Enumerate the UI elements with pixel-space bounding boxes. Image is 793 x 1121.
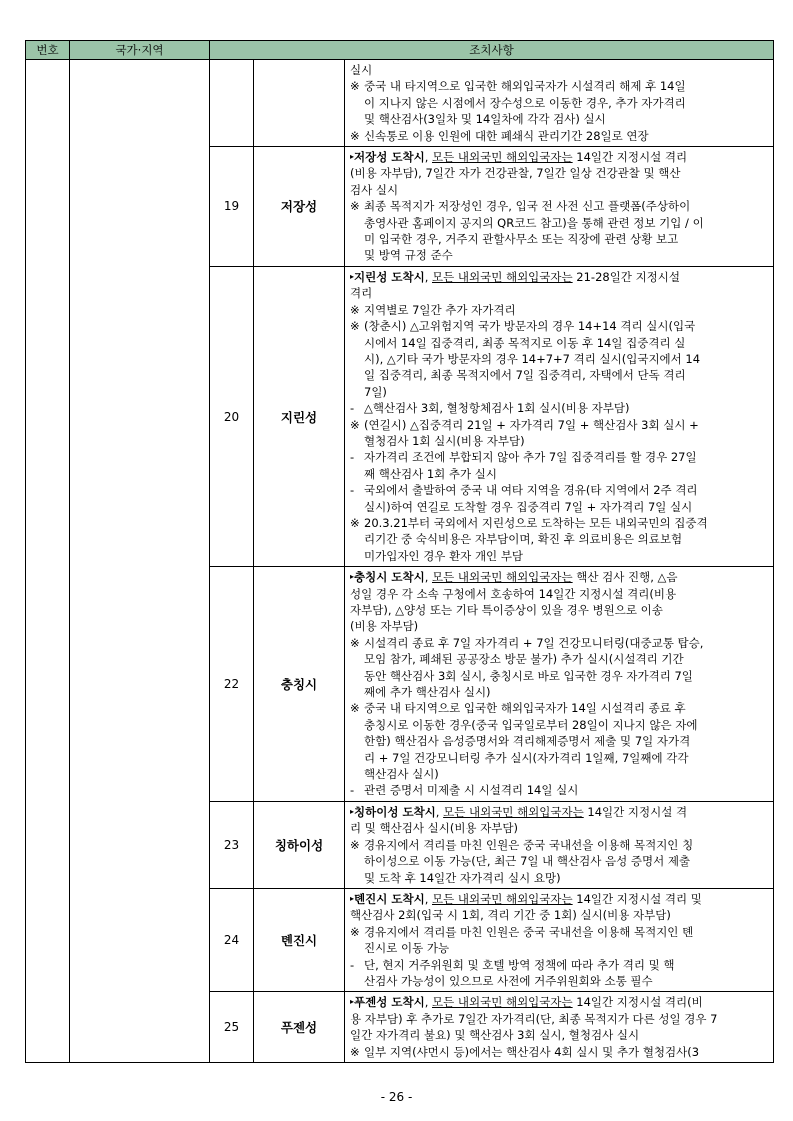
text-line (350, 302, 767, 318)
region-name: 톈진시 (254, 888, 345, 991)
lead-underlined: 모든 내외국민 해외입국자는 (432, 150, 573, 165)
note-marker-icon: ※ (350, 924, 360, 939)
note-marker-icon: ※ (350, 635, 360, 650)
text-line: 산검사 가능성이 있으므로 사전에 거주위원회와 소통 필수 (364, 973, 653, 988)
triangle-bullet-icon: ▸ (350, 997, 355, 1007)
region-name: 충칭시 (254, 567, 345, 802)
line-text: 시설격리 종료 후 7일 자가격리 + 7일 건강모니터링(대중교통 탑승, (364, 635, 704, 650)
text-line: 총영사관 홈페이지 공지의 QR코드 참고)을 통해 관련 정보 기입 / 이 (364, 215, 704, 230)
text-line: 및 도착 후 14일간 자가격리 실시 요망) (364, 870, 561, 885)
outer-num-cell (26, 60, 70, 1063)
lead-underlined: 모든 내외국민 해외입국자는 (432, 891, 573, 906)
line-text: 국외에서 출발하여 중국 내 여타 지역을 경유(타 지역에서 2주 격리 (364, 483, 698, 498)
lead-line (350, 804, 767, 820)
line-text: 일부 지역(샤먼시 등)에서는 핵산검사 4회 실시 및 추가 혈청검사(3 (364, 1044, 700, 1059)
text-line: 검사 실시 (350, 182, 399, 197)
note-marker-icon: ※ (350, 128, 360, 143)
line-text: 지역별로 7일간 추가 자가격리 (364, 302, 516, 317)
lead-bold: 충칭시 도착시 (354, 570, 425, 585)
dash-marker: - (350, 483, 355, 498)
measures-table (25, 40, 774, 1063)
region-name: 푸젠성 (254, 992, 345, 1063)
text-line (350, 1044, 767, 1060)
triangle-bullet-icon: ▸ (350, 806, 355, 816)
text-line: 이 지나지 않은 시점에서 장수성으로 이동한 경우, 추가 자가격리 (364, 95, 686, 110)
text-line (350, 449, 767, 465)
text-line (350, 318, 767, 334)
lead-line (350, 149, 767, 165)
lead-bold: 지린성 도착시 (354, 269, 425, 284)
measure-content (345, 888, 774, 991)
region-name: 지린성 (254, 266, 345, 566)
text-line (350, 635, 767, 651)
note-marker-icon: ※ (350, 302, 360, 317)
row-number: 24 (210, 888, 254, 991)
header-region: 국가·지역 (70, 41, 210, 60)
text-line: 하이성으로 이동 가능(단, 최근 7일 내 핵산검사 음성 증명서 제출 (364, 854, 691, 869)
text-line (350, 198, 767, 214)
lead-bold: 칭하이성 도착시 (354, 804, 436, 819)
note-marker-icon: ※ (350, 515, 360, 530)
lead-line (350, 891, 767, 907)
lead-separator: , (424, 150, 432, 165)
line-text: 경유지에서 격리를 마친 인원은 중국 국내선을 이용해 목적지인 칭 (364, 837, 694, 852)
text-line (350, 782, 767, 798)
line-text: 자가격리 조건에 부합되지 않아 추가 7일 집중격리를 할 경우 27일 (364, 450, 697, 465)
row-number: 25 (210, 992, 254, 1063)
triangle-bullet-icon: ▸ (350, 572, 355, 582)
text-line (350, 837, 767, 853)
measure-content (345, 567, 774, 802)
line-text: 중국 내 타지역으로 입국한 해외입국자가 시설격리 해제 후 14일 (364, 79, 686, 94)
lead-bold: 톈진시 도착시 (354, 891, 425, 906)
dash-marker: - (350, 783, 355, 798)
text-line: 및 방역 규정 준수 (364, 248, 453, 263)
text-line: 실시 (350, 63, 373, 77)
row-number: 23 (210, 801, 254, 888)
outer-region-cell (70, 60, 210, 1063)
cont-content-cell (345, 60, 774, 147)
lead-separator: , (424, 570, 432, 585)
text-line: 째에 추가 핵산검사 실시) (364, 685, 491, 700)
line-text: (창춘시) △고위험지역 국가 방문자의 경우 14+14 격리 실시(입국 (364, 319, 696, 334)
text-line: (비용 자부담), 7일간 자가 건강관찰, 7일간 일상 건강관찰 및 핵산 (350, 166, 681, 181)
lead-underlined: 모든 내외국민 해외입국자는 (443, 804, 584, 819)
text-line: 핵산검사 실시) (364, 767, 439, 782)
measures-table-page (25, 40, 773, 1063)
cont-num-cell (210, 60, 254, 147)
dash-marker: - (350, 450, 355, 465)
row-number: 20 (210, 266, 254, 566)
text-line (350, 400, 767, 416)
note-marker-icon: ※ (350, 1044, 360, 1059)
text-line: 일간 자가격리 불요) 및 핵산검사 3회 실시, 혈청검사 실시 (350, 1028, 640, 1043)
text-line: 용 자부담) 후 추가로 7일간 자가격리(단, 최종 목적지가 다른 성일 경우 7 (350, 1011, 718, 1026)
text-line: 한함) 핵산검사 음성증명서와 격리해제증명서 제출 및 7일 자가격 (364, 734, 691, 749)
text-line: 성일 경우 각 소속 구청에서 호송하여 14일간 지정시설 격리(비용 (350, 586, 677, 601)
text-line: 미 입국한 경우, 거주지 관할사무소 또는 직장에 관련 상황 보고 (364, 232, 679, 247)
text-line: 동안 핵산검사 3회 실시, 충칭시로 바로 입국한 경우 자가격리 7일 (364, 668, 693, 683)
text-line (350, 700, 767, 716)
lead-separator: , (424, 269, 432, 284)
line-text: 신속통로 이용 인원에 대한 폐쇄식 관리기간 28일로 연장 (364, 128, 649, 143)
measure-content (345, 147, 774, 267)
lead-rest: 21-28일간 지정시설 (572, 269, 681, 284)
text-line (350, 78, 767, 94)
measure-content (345, 992, 774, 1063)
lead-separator: , (424, 891, 432, 906)
triangle-bullet-icon: ▸ (350, 152, 355, 162)
line-text: 관련 증명서 미제출 시 시설격리 14일 실시 (364, 783, 579, 798)
text-line: 7일) (364, 384, 387, 399)
lead-rest: 14일간 지정시설 격리(비 (572, 995, 703, 1010)
triangle-bullet-icon: ▸ (350, 893, 355, 903)
text-line: 진시로 이동 가능 (364, 941, 450, 956)
text-line: 시), △기타 국가 방문자의 경우 14+7+7 격리 실시(입국지에서 14 (364, 351, 701, 366)
note-marker-icon: ※ (350, 417, 360, 432)
text-line (350, 515, 767, 531)
line-text: △핵산검사 3회, 혈청항체검사 1회 실시(비용 자부담) (364, 401, 630, 416)
header-measures: 조치사항 (210, 41, 774, 60)
text-line (350, 417, 767, 433)
note-marker-icon: ※ (350, 837, 360, 852)
table-header-row (26, 41, 774, 60)
text-line: 째 핵산검사 1회 추가 실시 (364, 466, 498, 481)
measure-content (345, 801, 774, 888)
note-marker-icon: ※ (350, 319, 360, 334)
region-name: 칭하이성 (254, 801, 345, 888)
line-text: 경유지에서 격리를 마친 인원은 중국 국내선을 이용해 목적지인 톈 (364, 924, 694, 939)
continuation-row (26, 60, 774, 147)
text-line: 리기간 중 숙식비용은 자부담이며, 확진 후 의료비용은 의료보험 (364, 532, 683, 547)
row-number: 19 (210, 147, 254, 267)
line-text: 단, 현지 거주위원회 및 호텔 방역 정책에 따라 추가 격리 및 핵 (364, 957, 675, 972)
note-marker-icon: ※ (350, 79, 360, 94)
line-text: 중국 내 타지역으로 입국한 해외입국자가 14일 시설격리 종료 후 (364, 701, 686, 716)
triangle-bullet-icon: ▸ (350, 271, 355, 281)
text-line: 모임 참가, 폐쇄된 공공장소 방문 불가) 추가 실시(시설격리 기간 (364, 652, 684, 667)
lead-rest: 14일간 지정시설 격리 (572, 150, 688, 165)
lead-underlined: 모든 내외국민 해외입국자는 (432, 995, 573, 1010)
row-number: 22 (210, 567, 254, 802)
lead-bold: 푸젠성 도착시 (354, 995, 425, 1010)
dash-marker: - (350, 401, 355, 416)
text-line: 일 집중격리, 최종 목적지에서 7일 집중격리, 자택에서 단독 격리 (364, 368, 686, 383)
text-line: 자부담), △양성 또는 기타 특이증상이 있을 경우 병원으로 이송 (350, 603, 663, 617)
text-line (350, 924, 767, 940)
header-num: 번호 (26, 41, 70, 60)
line-text: (연길시) △집중격리 21일 + 자가격리 7일 + 핵산검사 3회 실시 + (364, 417, 699, 432)
lead-separator: , (424, 995, 432, 1010)
note-marker-icon: ※ (350, 199, 360, 214)
line-text: 최종 목적지가 저장성인 경우, 입국 전 사전 신고 플랫폼(주상하이 (364, 199, 691, 214)
dash-marker: - (350, 957, 355, 972)
region-name: 저장성 (254, 147, 345, 267)
text-line: 격리 (350, 286, 373, 301)
measure-content (345, 266, 774, 566)
text-line: 시에서 14일 집중격리, 최종 목적지로 이동 후 14일 집중격리 실 (364, 335, 686, 350)
text-line: 미가입자인 경우 환자 개인 부담 (364, 548, 524, 563)
text-line (350, 957, 767, 973)
text-line (350, 482, 767, 498)
lead-line (350, 569, 767, 585)
lead-bold: 저장성 도착시 (354, 150, 425, 165)
lead-rest: 14일간 지정시설 격 (583, 804, 688, 819)
text-line: (비용 자부담) (350, 619, 419, 634)
lead-rest: 핵산 검사 진행, △음 (572, 570, 678, 585)
lead-underlined: 모든 내외국민 해외입국자는 (432, 570, 573, 585)
page-number: - 26 - (380, 1090, 413, 1104)
cont-region-cell (254, 60, 345, 147)
lead-underlined: 모든 내외국민 해외입국자는 (432, 269, 573, 284)
text-line: 및 핵산검사(3일차 및 14일차에 각각 검사) 실시 (364, 112, 606, 127)
text-line: 리 및 핵산검사 실시(비용 자부담) (350, 821, 519, 836)
text-line: 리 + 7일 건강모니터링 추가 실시(자가격리 1일째, 7일째에 각각 (364, 750, 689, 765)
line-text: 20.3.21부터 국외에서 지린성으로 도착하는 모든 내외국민의 집중격 (364, 515, 708, 530)
lead-line (350, 994, 767, 1010)
text-line: 핵산검사 2회(입국 시 1회, 격리 기간 중 1회) 실시(비용 자부담) (350, 908, 671, 923)
lead-line (350, 269, 767, 285)
lead-rest: 14일간 지정시설 격리 및 (572, 891, 702, 906)
text-line: 충칭시로 이동한 경우(중국 입국일로부터 28일이 지나지 않은 자에 (364, 717, 698, 732)
text-line: 실시)하여 연길로 도착할 경우 집중격리 7일 + 자가격리 7일 실시 (364, 499, 693, 514)
text-line (350, 128, 767, 144)
lead-separator: , (435, 804, 444, 819)
note-marker-icon: ※ (350, 701, 360, 716)
text-line: 혈청검사 1회 실시(비용 자부담) (364, 433, 525, 448)
